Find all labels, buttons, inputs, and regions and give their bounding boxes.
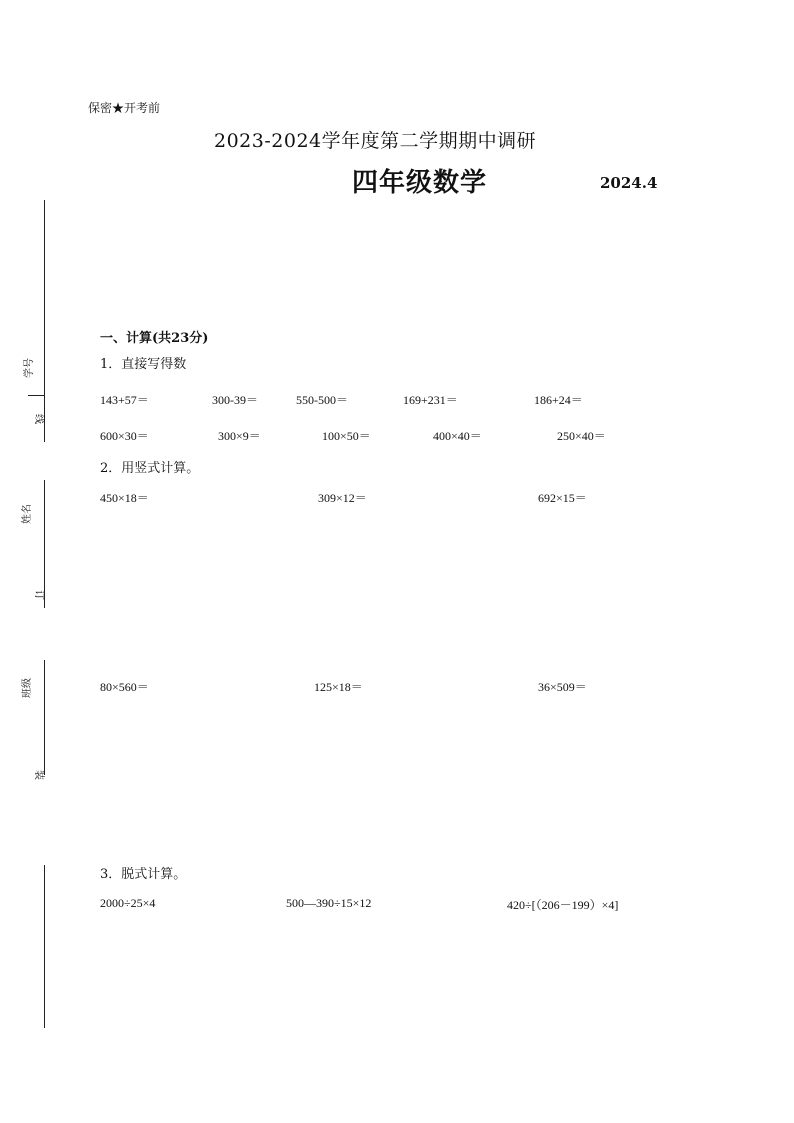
q2-item: 309×12＝: [318, 491, 367, 505]
zhuang-mark: 装: [33, 770, 44, 780]
q1-item: 300-39＝: [212, 393, 258, 407]
class-label: 班级: [22, 678, 33, 698]
confidential-notice: 保密★开考前: [88, 101, 161, 115]
q2-item: 36×509＝: [538, 680, 587, 694]
exam-subject: 四年级数学: [352, 168, 488, 198]
q3-item: 420÷[（206－199）×4]: [507, 898, 619, 912]
question-3-title: 3．脱式计算。: [100, 867, 187, 882]
ding-mark: 订: [33, 590, 44, 600]
q2-item: 80×560＝: [100, 680, 149, 694]
question-1-title: 1．直接写得数: [100, 357, 187, 372]
q1-item: 250×40＝: [557, 429, 606, 443]
binding-line-mid: [44, 480, 45, 608]
binding-line-low: [44, 660, 45, 775]
line-mark: 线: [33, 414, 44, 424]
student-id-label: 学号: [24, 358, 35, 378]
exam-title: 2023-2024学年度第二学期期中调研: [214, 130, 537, 152]
question-2-title: 2．用竖式计算。: [100, 461, 200, 476]
q1-item: 186+24＝: [534, 393, 583, 407]
name-label: 姓名: [22, 504, 33, 524]
binding-line-top: [44, 200, 45, 442]
q1-item: 300×9＝: [218, 429, 261, 443]
q3-item: 500—390÷15×12: [286, 896, 372, 910]
binding-line-bottom: [44, 865, 45, 1028]
q2-item: 125×18＝: [314, 680, 363, 694]
section-title: 一、计算(共23分): [100, 331, 209, 346]
q1-item: 400×40＝: [433, 429, 482, 443]
q2-item: 450×18＝: [100, 491, 149, 505]
q2-item: 692×15＝: [538, 491, 587, 505]
q1-item: 169+231＝: [403, 393, 458, 407]
q1-item: 600×30＝: [100, 429, 149, 443]
q3-item: 2000÷25×4: [100, 896, 156, 910]
q1-item: 143+57＝: [100, 393, 149, 407]
exam-date: 2024.4: [600, 174, 658, 192]
q1-item: 100×50＝: [322, 429, 371, 443]
q1-item: 550-500＝: [296, 393, 348, 407]
student-id-underline: [28, 395, 44, 396]
